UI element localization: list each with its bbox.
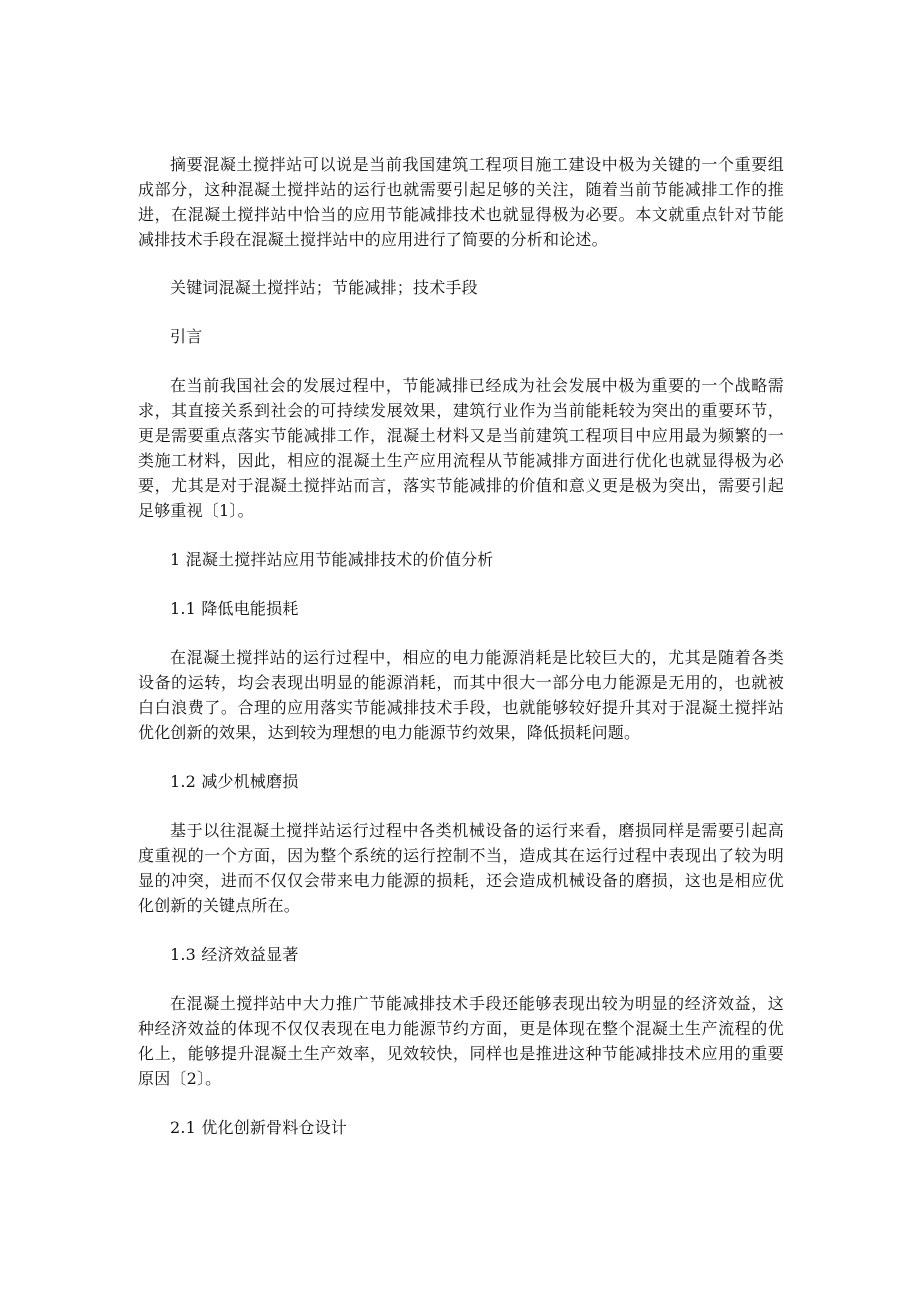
- document-page: [138, 152, 784, 1140]
- intro-heading: 引言: [170, 327, 203, 346]
- section-1-heading: 1 混凝土搅拌站应用节能减排技术的价值分析: [170, 550, 494, 569]
- section-1-2-heading: 1.2 减少机械磨损: [170, 772, 299, 791]
- keywords-line: 关键词混凝土搅拌站；节能减排；技术手段: [170, 278, 478, 297]
- section-2-1-heading: 2.1 优化创新骨料仓设计: [170, 1118, 348, 1137]
- section-1-2-paragraph: 基于以往混凝土搅拌站运行过程中各类机械设备的运行来看，磨损同样是需要引起高度重视的一个方面，因为整个系统的运行控制不当，造成其在运行过程中表现出了较为明显的冲突，进而不仅仅会带来电力能源的损耗，还会造成机械设备的磨损，这也是相应优化创新的关键点所在。: [138, 821, 784, 915]
- section-1-1-heading: 1.1 降低电能损耗: [170, 599, 299, 618]
- intro-paragraph: 在当前我国社会的发展过程中，节能减排已经成为社会发展中极为重要的一个战略需求，其直接关系到社会的可持续发展效果，建筑行业作为当前能耗较为突出的重要环节，更是需要重点落实节能减排工作，混凝土材料又是当前建筑工程项目中应用最为频繁的一类施工材料，因此，相应的混凝土生产应用流程从节能减排方面进行优化也就显得极为必要，尤其是对于混凝土搅拌站而言，落实节能减排的价值和意义更是极为突出，需要引起足够重视〔1〕。: [138, 376, 784, 520]
- abstract-paragraph: 摘要混凝土搅拌站可以说是当前我国建筑工程项目施工建设中极为关键的一个重要组成部分，这种混凝土搅拌站的运行也就需要引起足够的关注，随着当前节能减排工作的推进，在混凝土搅拌站中恰当的应用节能减排技术也就显得极为必要。本文就重点针对节能减排技术手段在混凝土搅拌站中的应用进行了简要的分析和论述。: [138, 155, 784, 249]
- section-1-3-heading: 1.3 经济效益显著: [170, 945, 299, 964]
- section-1-1-paragraph: 在混凝土搅拌站的运行过程中，相应的电力能源消耗是比较巨大的，尤其是随着各类设备的运转，均会表现出明显的能源消耗，而其中很大一部分电力能源是无用的，也就被白白浪费了。合理的应用落实节能减排技术手段，也就能够较好提升其对于混凝土搅拌站优化创新的效果，达到较为理想的电力能源节约效果，降低损耗问题。: [138, 648, 784, 742]
- section-1-3-paragraph: 在混凝土搅拌站中大力推广节能减排技术手段还能够表现出较为明显的经济效益，这种经济效益的体现不仅仅表现在电力能源节约方面，更是体现在整个混凝土生产流程的优化上，能够提升混凝土生产效率，见效较快，同样也是推进这种节能减排技术应用的重要原因〔2〕。: [138, 994, 784, 1088]
